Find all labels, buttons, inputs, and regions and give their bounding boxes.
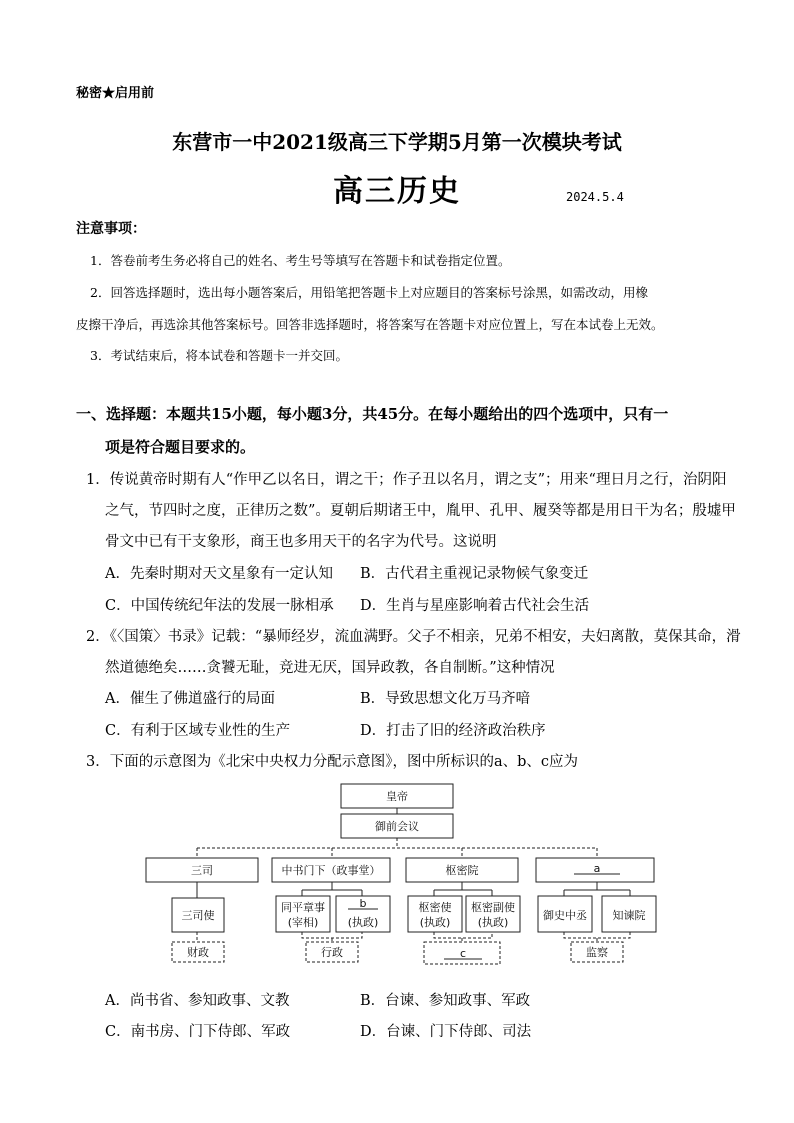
section-heading-line2: 项是符合题目要求的。	[105, 438, 256, 456]
exam-date: 2024.5.4	[566, 190, 624, 204]
shumishi-label: 枢密使	[418, 901, 452, 914]
caizheng-label: 财政	[187, 946, 209, 959]
q1-stem-line1: 1．传说黄帝时期有人“作甲乙以名日，谓之干；作子丑以名月，谓之支”；用来“理日月之行，治阴阳	[86, 472, 727, 488]
exam-title: 东营市一中2021级高三下学期5月第一次模块考试	[172, 130, 622, 154]
q1-option-a: A．先秦时期对天文星象有一定认知	[105, 566, 333, 582]
notice-item-2-line1: 2．回答选择题时，选出每小题答案后，用铅笔把答题卡上对应题目的答案标号涂黑，如需改动，用橡	[90, 285, 648, 300]
q2-option-a: A．催生了佛道盛行的局面	[105, 691, 275, 707]
q1-stem-line3: 骨文中已有干支象形，商王也多用天干的名字为代号。这说明	[105, 534, 497, 550]
sansi-label: 三司	[191, 864, 213, 877]
q3-option-c: C．南书房、门下侍郎、军政	[105, 1024, 291, 1040]
q2-option-d: D．打击了旧的经济政治秩序	[360, 723, 546, 739]
shumishi-zhizheng-label: (执政)	[419, 916, 451, 929]
notice-item-1: 1．答卷前考生务必将自己的姓名、考生号等填写在答题卡和试卷指定位置。	[90, 253, 511, 268]
zhizheng-label: (执政)	[347, 916, 379, 929]
council-label: 御前会议	[375, 820, 419, 833]
sansishi-label: 三司使	[181, 909, 215, 922]
jiancha-label: 监察	[586, 946, 608, 959]
q2-stem-line2: 然道德绝矣……贪饕无耻，竞进无厌，国异政教，各自制断。”这种情况	[105, 660, 555, 676]
xingzheng-label: 行政	[321, 946, 343, 959]
c-label: c	[459, 947, 467, 960]
q2-option-c: C．有利于区域专业性的生产	[105, 723, 291, 739]
yushi-label: 御史中丞	[543, 909, 587, 922]
notice-heading: 注意事项：	[76, 221, 146, 237]
q1-option-c: C．中国传统纪年法的发展一脉相承	[105, 598, 334, 614]
shumi-label: 枢密院	[445, 864, 479, 877]
confidential-mark: 秘密★启用前	[76, 86, 155, 101]
q2-stem-line1: 2．《〈国策〉书录》记载：“暴师经岁，流血满野。父子不相亲，兄弟不相安，夫妇离散，莫保其命，滑	[86, 629, 741, 645]
zaixiang-label: (宰相)	[287, 916, 319, 929]
fushi-label: 枢密副使	[471, 901, 515, 914]
subject-title: 高三历史	[333, 174, 461, 209]
zhongshu-label: 中书门下（政事堂）	[281, 864, 381, 877]
fushi-zhizheng-label: (执政)	[477, 916, 509, 929]
zhijian-label: 知谏院	[612, 909, 646, 922]
emperor-label: 皇帝	[386, 790, 408, 803]
q3-option-b: B．台谏、参知政事、军政	[360, 993, 531, 1009]
q2-option-b: B．导致思想文化万马齐喑	[360, 691, 531, 707]
q3-stem: 3．下面的示意图为《北宋中央权力分配示意图》，图中所标识的a、b、c应为	[86, 754, 579, 770]
notice-item-2-line2: 皮擦干净后，再选涂其他答案标号。回答非选择题时，将答案写在答题卡对应位置上，写在本试卷上无效。	[76, 317, 664, 332]
notice-item-3: 3．考试结束后，将本试卷和答题卡一并交回。	[90, 348, 348, 363]
q1-option-b: B．古代君主重视记录物候气象变迁	[360, 566, 589, 582]
section-heading-line1: 一、选择题：本题共15小题，每小题3分，共45分。在每小题给出的四个选项中，只有一	[76, 405, 669, 423]
tongping-label: 同平章事	[281, 901, 325, 914]
q1-stem-line2: 之气，节四时之度，正律历之数”。夏朝后期诸王中，胤甲、孔甲、履癸等都是用日干为名；殷墟甲	[105, 503, 736, 519]
b-label: b	[359, 897, 367, 910]
a-label: a	[593, 862, 601, 875]
q3-option-a: A．尚书省、参知政事、文教	[105, 993, 290, 1009]
q3-option-d: D．台谏、门下侍郎、司法	[360, 1024, 532, 1040]
song-power-diagram	[142, 778, 662, 974]
q1-option-d: D．生肖与星座影响着古代社会生活	[360, 598, 590, 614]
